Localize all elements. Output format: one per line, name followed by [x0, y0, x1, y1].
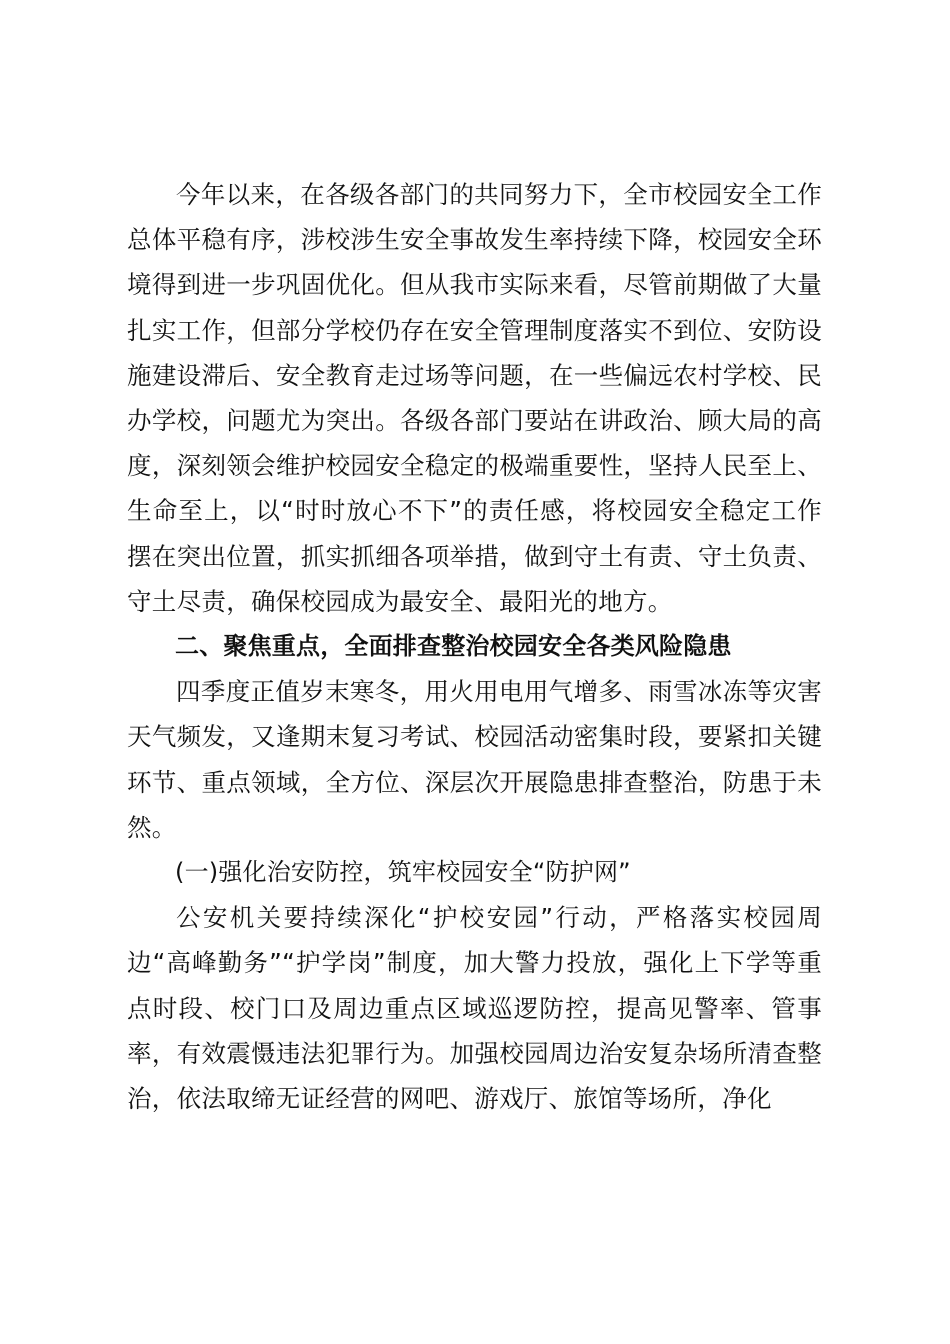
intro-paragraph: 今年以来，在各级各部门的共同努力下，全市校园安全工作总体平稳有序，涉校涉生安全事故发生率持续下降，校园安全环境得到进一步巩固优化。但从我市实际来看，尽管前期做了大量扎实工作，但部分学校仍存在安全管理制度落实不到位、安防设施建设滞后、安全教育走过场等问题，在一些偏远农村学校、民办学校，问题尤为突出。各级各部门要站在讲政治、顾大局的高度，深刻领会维护校园安全稳定的极端重要性，坚持人民至上、生命至上，以“时时放心不下”的责任感，将校园安全稳定工作摆在突出位置，抓实抓细各项举措，做到守土有责、守土负责、守土尽责，确保校园成为最安全、最阳光的地方。: [127, 180, 822, 616]
section-heading: 二、聚焦重点，全面排查整治校园安全各类风险隐患: [175, 632, 732, 661]
section-paragraph: 四季度正值岁末寒冬，用火用电用气增多、雨雪冰冻等灾害天气频发，又逢期末复习考试、校园活动密集时段，要紧扣关键环节、重点领域，全方位、深层次开展隐患排查整治，防患于未然。: [127, 677, 822, 842]
subsection-heading: (一)强化治安防控，筑牢校园安全“防护网”: [175, 858, 631, 887]
subsection-paragraph: 公安机关要持续深化“护校安园”行动，严格落实校园周边“高峰勤务”“护学岗”制度，加大警力投放，强化上下学等重点时段、校门口及周边重点区域巡逻防控，提高见警率、管事率，有效震慑违法犯罪行为。加强校园周边治安复杂场所清查整治，依法取缔无证经营的网吧、游戏厅、旅馆等场所，净化: [127, 903, 822, 1114]
document-page: [127, 172, 822, 1121]
